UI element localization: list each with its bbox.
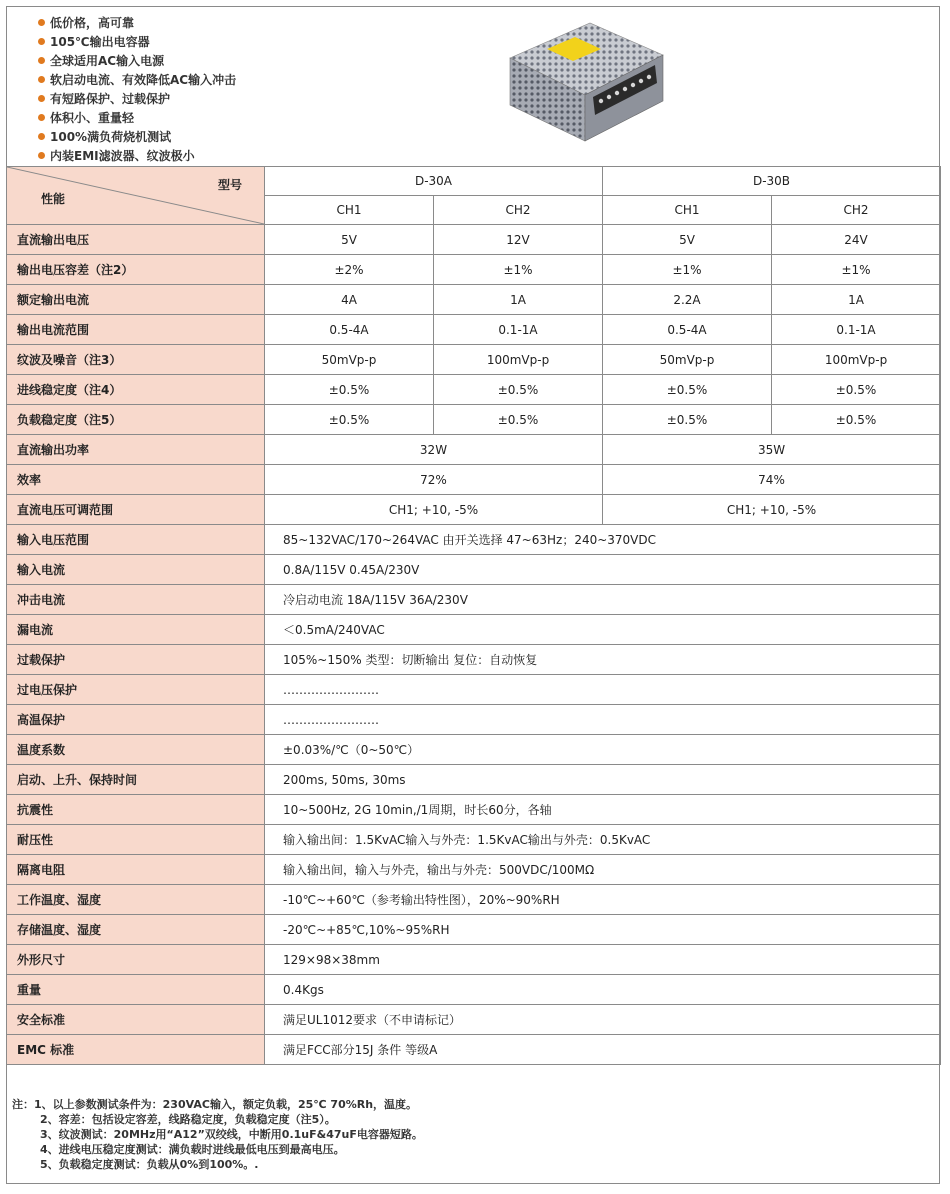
spec-row <box>7 855 941 885</box>
spec-value: 1A <box>772 285 941 315</box>
spec-value: 200ms, 50ms, 30ms <box>265 765 941 795</box>
spec-label: 额定输出电流 <box>7 285 265 315</box>
spec-value: 129×98×38mm <box>265 945 941 975</box>
spec-value: 0.5-4A <box>265 315 434 345</box>
spec-row <box>7 555 941 585</box>
spec-value: ±0.5% <box>772 405 941 435</box>
spec-value: …………………… <box>265 705 941 735</box>
note-line: 2、容差：包括设定容差，线路稳定度，负载稳定度（注5）。 <box>40 1113 336 1126</box>
spec-row <box>7 915 941 945</box>
feature-text: 内装EMI滤波器、纹波极小 <box>50 149 195 163</box>
spec-value: ±0.5% <box>603 405 772 435</box>
spec-label: 输入电压范围 <box>7 525 265 555</box>
spec-label: 直流输出功率 <box>7 435 265 465</box>
feature-text: 有短路保护、过载保护 <box>50 92 171 106</box>
spec-row <box>7 495 941 525</box>
spec-row <box>7 345 941 375</box>
spec-value: 32W <box>265 435 603 465</box>
bullet-icon <box>38 38 45 45</box>
bullet-icon <box>38 76 45 83</box>
spec-row <box>7 315 941 345</box>
spec-label: 直流电压可调范围 <box>7 495 265 525</box>
spec-label: 进线稳定度（注4） <box>7 375 265 405</box>
spec-value: 72% <box>265 465 603 495</box>
spec-value: 5V <box>265 225 434 255</box>
feature-text: 低价格，高可靠 <box>50 16 135 30</box>
feature-item <box>38 71 338 90</box>
spec-value: 50mVp-p <box>603 345 772 375</box>
feature-item <box>38 14 338 33</box>
spec-label: 输出电流范围 <box>7 315 265 345</box>
spec-value: 12V <box>434 225 603 255</box>
spec-row <box>7 735 941 765</box>
performance-label: 性能 <box>41 192 66 206</box>
spec-row <box>7 645 941 675</box>
feature-item <box>38 33 338 52</box>
feature-text: 软启动电流、有效降低AC输入冲击 <box>50 73 237 87</box>
note-line: 4、进线电压稳定度测试：满负载时进线最低电压到最高电压。 <box>40 1143 345 1156</box>
notes-section <box>12 1097 932 1172</box>
spec-table-body <box>7 167 941 1065</box>
spec-value: 0.5-4A <box>603 315 772 345</box>
feature-item <box>38 90 338 109</box>
spec-row <box>7 375 941 405</box>
spec-value: ±0.5% <box>265 405 434 435</box>
spec-value: 85~132VAC/170~264VAC 由开关选择 47~63Hz；240~370VDC <box>265 525 941 555</box>
spec-value: 4A <box>265 285 434 315</box>
channel-header: CH1 <box>603 196 772 225</box>
spec-label: 冲击电流 <box>7 585 265 615</box>
spec-row <box>7 255 941 285</box>
feature-item <box>38 109 338 128</box>
spec-label: 启动、上升、保持时间 <box>7 765 265 795</box>
spec-value: 输入输出间：1.5KvAC输入与外壳：1.5KvAC输出与外壳：0.5KvAC <box>265 825 941 855</box>
spec-row <box>7 1035 941 1065</box>
spec-value: 1A <box>434 285 603 315</box>
spec-label: 负载稳定度（注5） <box>7 405 265 435</box>
channel-header: CH2 <box>434 196 603 225</box>
spec-row <box>7 585 941 615</box>
spec-value: CH1; +10, -5% <box>603 495 941 525</box>
spec-value: ±0.03%/℃（0~50℃） <box>265 735 941 765</box>
spec-value: ±1% <box>772 255 941 285</box>
spec-row <box>7 405 941 435</box>
spec-row <box>7 225 941 255</box>
spec-value: 冷启动电流 18A/115V 36A/230V <box>265 585 941 615</box>
spec-label: 抗震性 <box>7 795 265 825</box>
spec-value: 50mVp-p <box>265 345 434 375</box>
spec-row <box>7 1005 941 1035</box>
spec-value: ±1% <box>603 255 772 285</box>
spec-row <box>7 705 941 735</box>
spec-row <box>7 945 941 975</box>
bullet-icon <box>38 95 45 102</box>
spec-row <box>7 885 941 915</box>
spec-label: 存储温度、湿度 <box>7 915 265 945</box>
spec-label: 漏电流 <box>7 615 265 645</box>
spec-value: -20℃~+85℃,10%~95%RH <box>265 915 941 945</box>
spec-value: ±0.5% <box>603 375 772 405</box>
spec-label: 输入电流 <box>7 555 265 585</box>
feature-text: 全球适用AC输入电源 <box>50 54 165 68</box>
feature-item <box>38 128 338 147</box>
header-row-models <box>7 167 941 196</box>
feature-list <box>38 14 338 166</box>
spec-value: 0.8A/115V 0.45A/230V <box>265 555 941 585</box>
spec-label: 耐压性 <box>7 825 265 855</box>
spec-label: 安全标准 <box>7 1005 265 1035</box>
spec-value: 100mVp-p <box>434 345 603 375</box>
spec-value: -10℃~+60℃（参考输出特性图），20%~90%RH <box>265 885 941 915</box>
feature-text: 105℃输出电容器 <box>50 35 150 49</box>
spec-label: 纹波及噪音（注3） <box>7 345 265 375</box>
spec-value: 2.2A <box>603 285 772 315</box>
spec-row <box>7 825 941 855</box>
spec-value: 74% <box>603 465 941 495</box>
note-line: 注：1、以上参数测试条件为：230VAC输入，额定负载，25℃ 70%Rh，温度。 <box>12 1098 418 1111</box>
spec-label: 工作温度、湿度 <box>7 885 265 915</box>
channel-header: CH1 <box>265 196 434 225</box>
spec-value: ±0.5% <box>434 405 603 435</box>
spec-row <box>7 795 941 825</box>
spec-value: 10~500Hz, 2G 10min,/1周期，时长60分，各轴 <box>265 795 941 825</box>
spec-label: 过载保护 <box>7 645 265 675</box>
spec-label: 高温保护 <box>7 705 265 735</box>
spec-value: 0.1-1A <box>434 315 603 345</box>
note-line: 3、纹波测试：20MHz用“A12”双绞线，中断用0.1uF&47uF电容器短路。 <box>40 1128 423 1141</box>
spec-row <box>7 675 941 705</box>
model-name-d30b: D-30B <box>603 167 941 196</box>
spec-label: 直流输出电压 <box>7 225 265 255</box>
spec-value: ±0.5% <box>265 375 434 405</box>
header-corner-cell <box>7 167 265 225</box>
spec-value: 24V <box>772 225 941 255</box>
spec-label: 过电压保护 <box>7 675 265 705</box>
spec-value: 0.1-1A <box>772 315 941 345</box>
spec-label: 输出电压容差（注2） <box>7 255 265 285</box>
spec-value: ±0.5% <box>772 375 941 405</box>
spec-value: 输入输出间，输入与外壳，输出与外壳：500VDC/100MΩ <box>265 855 941 885</box>
spec-row <box>7 525 941 555</box>
model-name-d30a: D-30A <box>265 167 603 196</box>
bullet-icon <box>38 133 45 140</box>
spec-label: EMC 标准 <box>7 1035 265 1065</box>
spec-row <box>7 765 941 795</box>
bullet-icon <box>38 152 45 159</box>
spec-value: ±2% <box>265 255 434 285</box>
feature-item <box>38 147 338 166</box>
power-supply-photo <box>505 13 665 148</box>
spec-label: 外形尺寸 <box>7 945 265 975</box>
spec-label: 隔离电阻 <box>7 855 265 885</box>
spec-label: 重量 <box>7 975 265 1005</box>
spec-value: ±0.5% <box>434 375 603 405</box>
spec-value: 35W <box>603 435 941 465</box>
bullet-icon <box>38 57 45 64</box>
spec-value: ±1% <box>434 255 603 285</box>
spec-table <box>6 166 941 1065</box>
feature-text: 体积小、重量轻 <box>50 111 135 125</box>
spec-row <box>7 435 941 465</box>
spec-value: 满足FCC部分15J 条件 等级A <box>265 1035 941 1065</box>
model-label: 型号 <box>217 178 242 192</box>
spec-row <box>7 285 941 315</box>
bullet-icon <box>38 114 45 121</box>
spec-row <box>7 615 941 645</box>
spec-value: CH1; +10, -5% <box>265 495 603 525</box>
note-line: 5、负载稳定度测试：负载从0%到100%。. <box>40 1158 259 1171</box>
bullet-icon <box>38 19 45 26</box>
spec-value: 105%~150% 类型：切断输出 复位：自动恢复 <box>265 645 941 675</box>
spec-value: …………………… <box>265 675 941 705</box>
spec-value: 0.4Kgs <box>265 975 941 1005</box>
spec-label: 效率 <box>7 465 265 495</box>
spec-label: 温度系数 <box>7 735 265 765</box>
spec-value: 100mVp-p <box>772 345 941 375</box>
spec-value: ＜0.5mA/240VAC <box>265 615 941 645</box>
spec-row <box>7 465 941 495</box>
spec-row <box>7 975 941 1005</box>
spec-value: 5V <box>603 225 772 255</box>
feature-text: 100%满负荷烧机测试 <box>50 130 172 144</box>
spec-value: 满足UL1012要求（不申请标记） <box>265 1005 941 1035</box>
channel-header: CH2 <box>772 196 941 225</box>
feature-item <box>38 52 338 71</box>
